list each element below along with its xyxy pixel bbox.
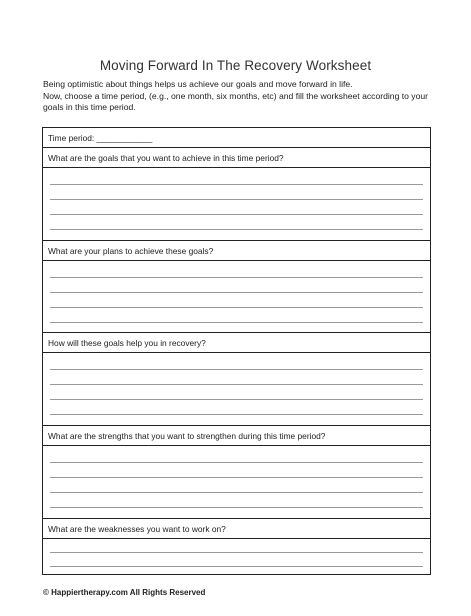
question-plans: What are your plans to achieve these goals? [43, 241, 430, 261]
answer-area-strengths[interactable] [43, 446, 430, 519]
writing-line [50, 492, 423, 493]
writing-line [50, 399, 423, 400]
writing-line [50, 322, 423, 323]
writing-line [50, 462, 423, 463]
worksheet-form [42, 127, 431, 575]
writing-line [50, 292, 423, 293]
question-recovery: How will these goals help you in recovery? [43, 333, 430, 353]
instructions [43, 79, 443, 114]
answer-area-goals[interactable] [43, 168, 430, 241]
copyright-footer: © Happiertherapy.com All Rights Reserved [43, 588, 206, 597]
question-goals: What are the goals that you want to achieve in this time period? [43, 148, 430, 168]
writing-line [50, 566, 423, 567]
question-weaknesses: What are the weaknesses you want to work on? [43, 519, 430, 539]
intro-line-2: Now, choose a time period, (e.g., one month, six months, etc) and fill the worksheet according to your goals in this time period. [43, 90, 429, 113]
writing-line [50, 229, 423, 230]
writing-line [50, 552, 423, 553]
writing-line [50, 214, 423, 215]
answer-area-weaknesses[interactable] [43, 539, 430, 574]
answer-area-plans[interactable] [43, 261, 430, 333]
writing-line [50, 507, 423, 508]
writing-line [50, 199, 423, 200]
time-period-field[interactable]: Time period: ____________ [43, 128, 430, 148]
writing-line [50, 277, 423, 278]
worksheet-title: Moving Forward In The Recovery Worksheet [99, 58, 372, 73]
writing-line [50, 184, 423, 185]
answer-area-recovery[interactable] [43, 353, 430, 426]
intro-line-1: Being optimistic about things helps us achieve our goals and move forward in life. [43, 79, 353, 89]
question-strengths: What are the strengths that you want to strengthen during this time period? [43, 426, 430, 446]
writing-line [50, 384, 423, 385]
writing-line [50, 414, 423, 415]
writing-line [50, 369, 423, 370]
writing-line [50, 307, 423, 308]
writing-line [50, 477, 423, 478]
